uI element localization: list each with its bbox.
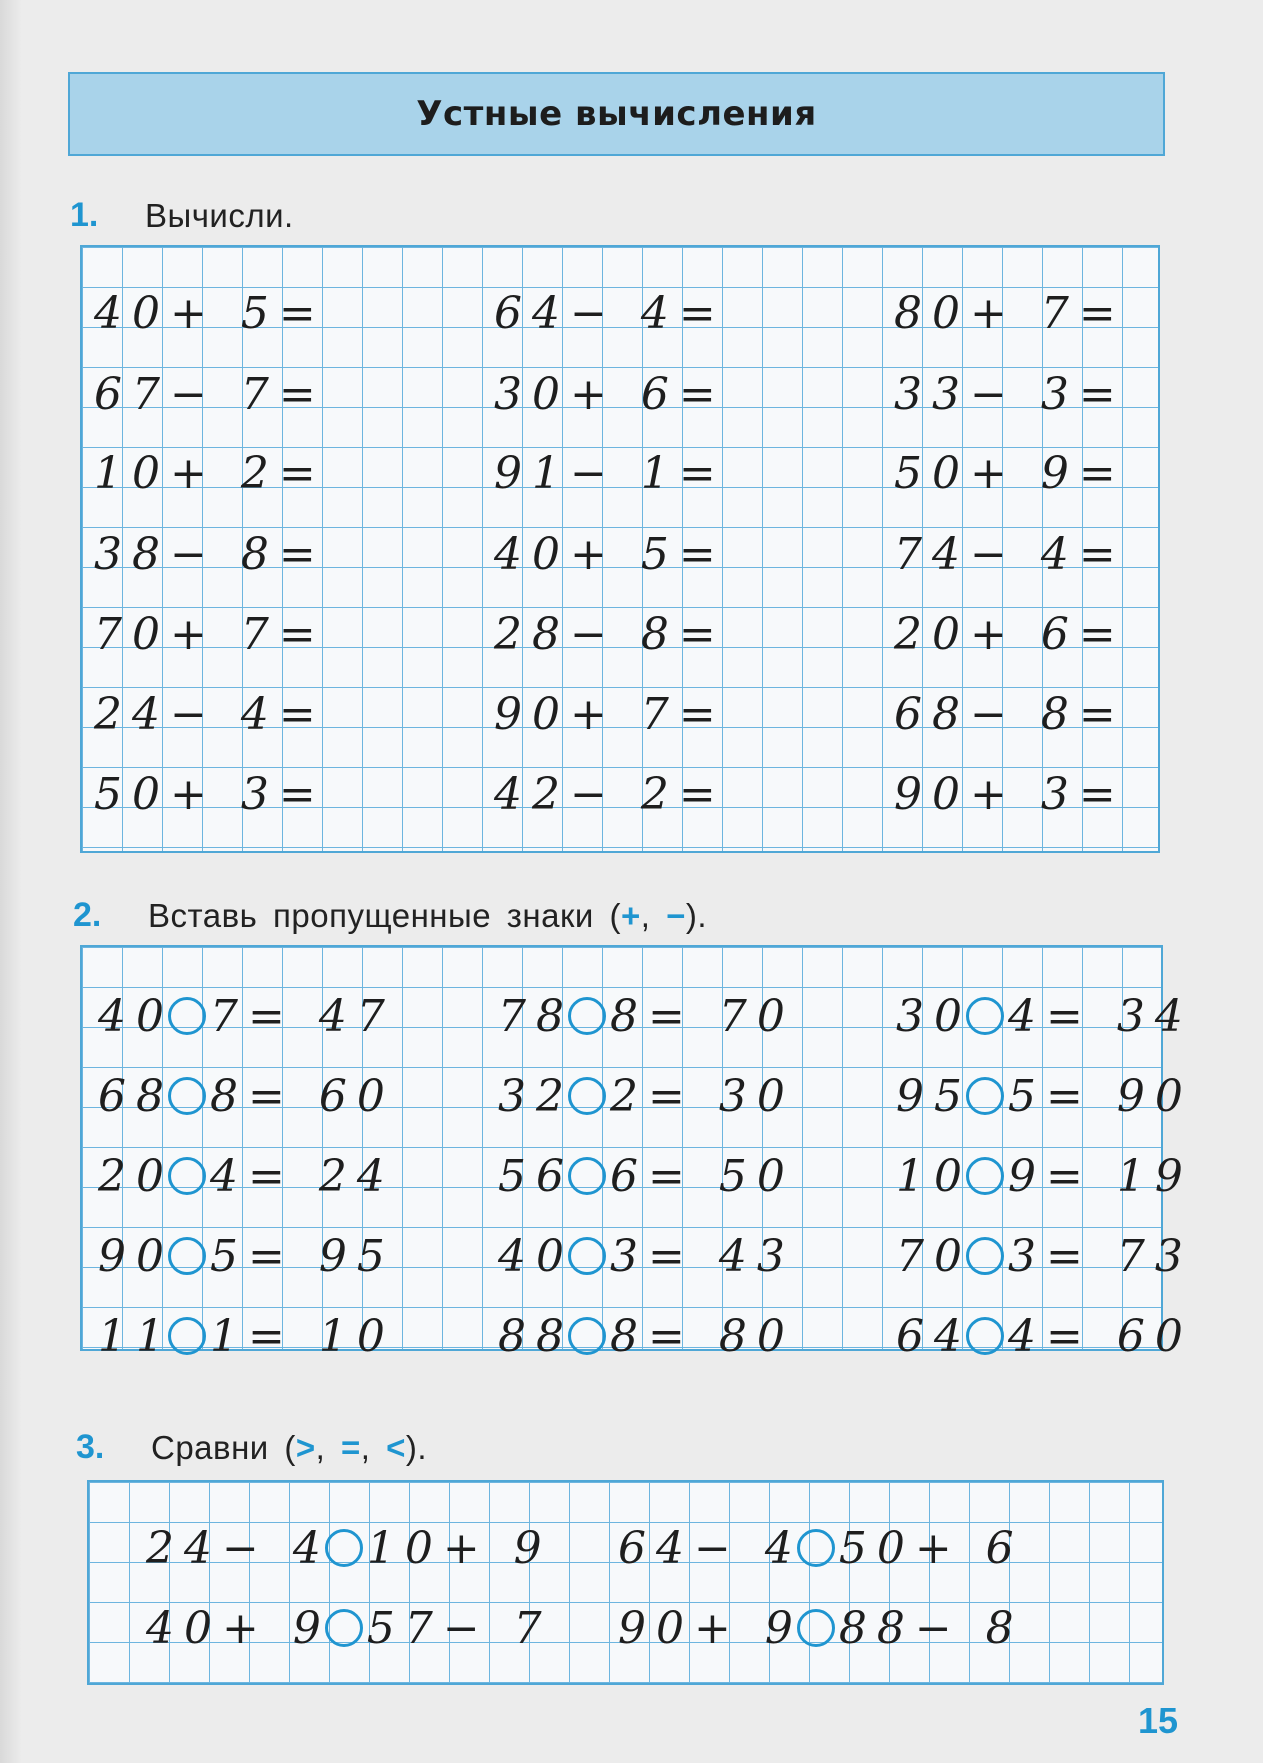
right-part: 8= 70	[610, 991, 795, 1042]
left-operand: 10	[896, 1151, 972, 1202]
task-3-comparison	[618, 1603, 1024, 1654]
right-part: 5= 90	[1008, 1071, 1193, 1122]
left-expression: 40+ 9	[146, 1603, 331, 1654]
left-operand: 11	[98, 1311, 174, 1362]
task-1-expression[interactable]: 67− 7=	[94, 369, 326, 420]
minus-sign: −	[666, 896, 686, 934]
task-3-comparison	[618, 1523, 1024, 1574]
task-1-expression[interactable]: 68− 8=	[894, 689, 1126, 740]
separator: ,	[315, 1428, 342, 1466]
sign-blank-circle[interactable]	[966, 1237, 1004, 1275]
left-operand: 64	[896, 1311, 972, 1362]
task-1-expression[interactable]: 50+ 3=	[94, 769, 326, 820]
right-part: 3= 43	[610, 1231, 795, 1282]
sign-blank-circle[interactable]	[168, 997, 206, 1035]
left-operand: 70	[896, 1231, 972, 1282]
left-operand: 95	[896, 1071, 972, 1122]
task-2-expression	[896, 1311, 1193, 1362]
task-1-expression[interactable]: 40+ 5=	[494, 529, 726, 580]
task-3-number: 3.	[76, 1428, 105, 1466]
right-part: 8= 60	[210, 1071, 395, 1122]
task-3-text-start: Сравни (	[151, 1428, 296, 1466]
left-operand: 40	[98, 991, 174, 1042]
task-1-expression[interactable]: 38− 8=	[94, 529, 326, 580]
left-expression: 90+ 9	[618, 1603, 803, 1654]
compare-blank-circle[interactable]	[797, 1529, 835, 1567]
compare-blank-circle[interactable]	[797, 1609, 835, 1647]
task-3-text-end: ).	[405, 1428, 428, 1466]
right-expression: 88− 8	[838, 1603, 1024, 1654]
left-operand: 56	[498, 1151, 574, 1202]
sign-blank-circle[interactable]	[568, 1237, 606, 1275]
task-1-expression[interactable]: 91− 1=	[494, 448, 726, 499]
task-3-heading	[76, 1428, 427, 1467]
task-1-expression[interactable]: 28− 8=	[494, 609, 726, 660]
sign-blank-circle[interactable]	[966, 997, 1004, 1035]
task-2-text-start: Вставь пропущенные знаки (	[148, 896, 622, 934]
sign-blank-circle[interactable]	[568, 1077, 606, 1115]
task-2-number: 2.	[73, 896, 102, 934]
page-number: 15	[1137, 1700, 1178, 1741]
left-operand: 78	[498, 991, 574, 1042]
left-operand: 88	[498, 1311, 574, 1362]
separator: ,	[640, 896, 667, 934]
right-part: 6= 50	[610, 1151, 795, 1202]
task-1-expression[interactable]: 42− 2=	[494, 769, 726, 820]
separator: ,	[360, 1428, 387, 1466]
task-2-expression	[896, 1071, 1193, 1122]
task-1-number: 1.	[70, 196, 99, 234]
task-2-expression	[896, 1151, 1193, 1202]
task-1-expression[interactable]: 80+ 7=	[894, 288, 1126, 339]
plus-sign: +	[621, 896, 641, 934]
task-2-expression	[98, 1231, 395, 1282]
right-part: 4= 34	[1008, 991, 1193, 1042]
less-sign: <	[386, 1428, 406, 1466]
task-3-text	[151, 1429, 427, 1467]
task-2-expression	[896, 1231, 1193, 1282]
task-2-expression	[98, 1151, 395, 1202]
sign-blank-circle[interactable]	[168, 1077, 206, 1115]
task-3-comparison	[146, 1603, 552, 1654]
right-expression: 57− 7	[366, 1603, 552, 1654]
task-1-expression[interactable]: 40+ 5=	[94, 288, 326, 339]
task-2-expression	[498, 1311, 795, 1362]
sign-blank-circle[interactable]	[568, 997, 606, 1035]
right-part: 3= 73	[1008, 1231, 1193, 1282]
right-part: 1= 10	[210, 1311, 395, 1362]
task-1-expression[interactable]: 64− 4=	[494, 288, 726, 339]
left-operand: 32	[498, 1071, 574, 1122]
right-part: 7= 47	[210, 991, 395, 1042]
task-1-expression[interactable]: 30+ 6=	[494, 369, 726, 420]
right-part: 8= 80	[610, 1311, 795, 1362]
right-part: 4= 24	[210, 1151, 395, 1202]
sign-blank-circle[interactable]	[966, 1077, 1004, 1115]
left-operand: 40	[498, 1231, 574, 1282]
task-3-comparison	[146, 1523, 552, 1574]
task-2-expression	[896, 991, 1193, 1042]
task-2-heading	[73, 896, 707, 935]
right-part: 9= 19	[1008, 1151, 1193, 1202]
task-1-expression[interactable]: 90+ 7=	[494, 689, 726, 740]
page-edge	[0, 0, 22, 1763]
left-operand: 68	[98, 1071, 174, 1122]
section-header	[68, 72, 1165, 156]
task-1-expression[interactable]: 74− 4=	[894, 529, 1126, 580]
right-part: 4= 60	[1008, 1311, 1193, 1362]
sign-blank-circle[interactable]	[168, 1157, 206, 1195]
task-3-grid	[87, 1480, 1164, 1685]
task-2-expression	[498, 1151, 795, 1202]
left-expression: 24− 4	[146, 1523, 331, 1574]
task-1-expression[interactable]: 24− 4=	[94, 689, 326, 740]
right-part: 5= 95	[210, 1231, 395, 1282]
compare-blank-circle[interactable]	[325, 1609, 363, 1647]
task-1-text: Вычисли.	[145, 196, 294, 234]
right-part: 2= 30	[610, 1071, 795, 1122]
task-1-expression[interactable]: 50+ 9=	[894, 448, 1126, 499]
task-1-expression[interactable]: 20+ 6=	[894, 609, 1126, 660]
task-1-expression[interactable]: 10+ 2=	[94, 448, 326, 499]
task-2-expression	[498, 991, 795, 1042]
task-2-expression	[98, 991, 395, 1042]
right-expression: 50+ 6	[838, 1523, 1024, 1574]
task-2-expression	[498, 1071, 795, 1122]
sign-blank-circle[interactable]	[966, 1317, 1004, 1355]
compare-blank-circle[interactable]	[325, 1529, 363, 1567]
sign-blank-circle[interactable]	[168, 1317, 206, 1355]
task-1-expression[interactable]: 33− 3=	[894, 369, 1126, 420]
task-1-heading	[70, 196, 294, 235]
section-title: Устные вычисления	[416, 94, 817, 134]
sign-blank-circle[interactable]	[568, 1317, 606, 1355]
sign-blank-circle[interactable]	[966, 1157, 1004, 1195]
left-operand: 90	[98, 1231, 174, 1282]
task-2-expression	[498, 1231, 795, 1282]
task-2-text-end: ).	[685, 896, 708, 934]
task-1-expression[interactable]: 90+ 3=	[894, 769, 1126, 820]
task-2-expression	[98, 1071, 395, 1122]
greater-sign: >	[295, 1428, 316, 1466]
sign-blank-circle[interactable]	[568, 1157, 606, 1195]
right-expression: 10+ 9	[366, 1523, 552, 1574]
task-2-text	[148, 897, 707, 935]
task-2-expression	[98, 1311, 395, 1362]
left-operand: 20	[98, 1151, 174, 1202]
left-operand: 30	[896, 991, 972, 1042]
sign-blank-circle[interactable]	[168, 1237, 206, 1275]
task-1-expression[interactable]: 70+ 7=	[94, 609, 326, 660]
left-expression: 64− 4	[618, 1523, 803, 1574]
equals-sign: =	[341, 1428, 361, 1466]
